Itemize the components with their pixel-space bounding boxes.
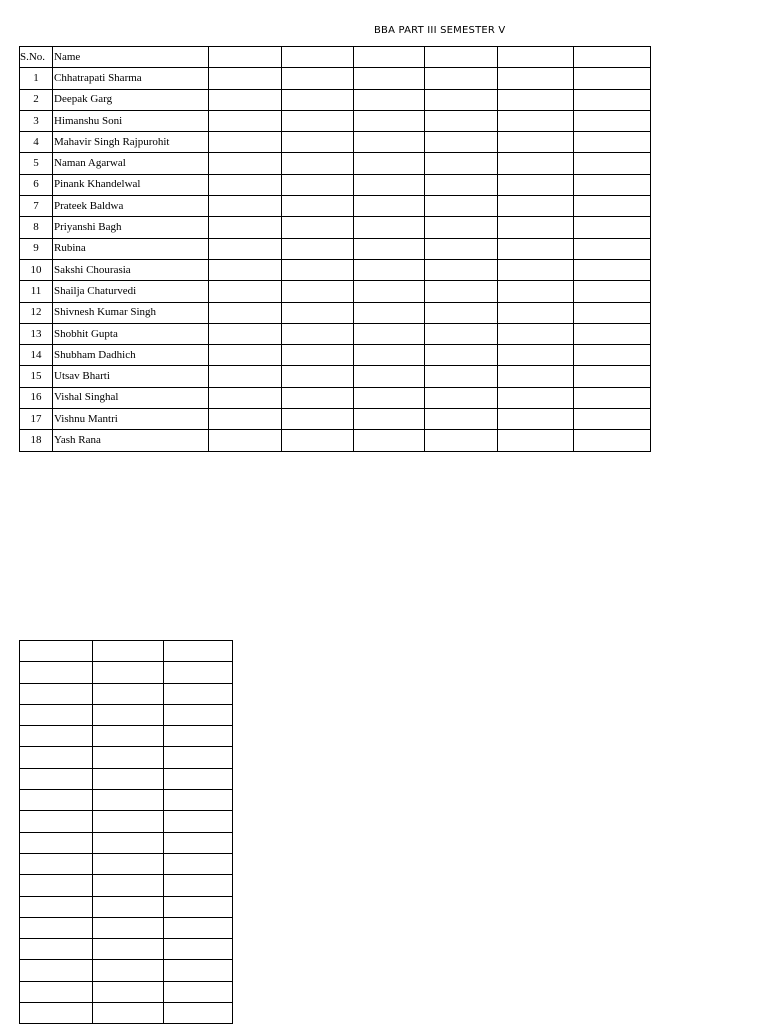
empty-cell[interactable] bbox=[282, 68, 354, 89]
sno-cell[interactable]: 1 bbox=[20, 68, 53, 89]
name-cell[interactable]: Priyanshi Bagh bbox=[53, 217, 209, 238]
empty-cell[interactable] bbox=[425, 153, 498, 174]
name-cell[interactable]: Shubham Dadhich bbox=[53, 345, 209, 366]
empty-cell[interactable] bbox=[209, 153, 282, 174]
empty-cell[interactable] bbox=[498, 259, 574, 280]
table-row bbox=[20, 281, 651, 302]
empty-cell[interactable] bbox=[164, 875, 233, 896]
empty-cell[interactable] bbox=[498, 281, 574, 302]
empty-cell[interactable] bbox=[164, 683, 233, 704]
empty-cell[interactable] bbox=[425, 302, 498, 323]
blank-table-row bbox=[20, 747, 233, 768]
name-cell[interactable]: Shailja Chaturvedi bbox=[53, 281, 209, 302]
empty-cell[interactable] bbox=[354, 366, 425, 387]
empty-cell[interactable] bbox=[209, 302, 282, 323]
empty-cell[interactable] bbox=[498, 366, 574, 387]
empty-cell[interactable] bbox=[164, 1003, 233, 1024]
sno-cell[interactable]: 8 bbox=[20, 217, 53, 238]
empty-cell[interactable] bbox=[354, 323, 425, 344]
empty-cell[interactable] bbox=[93, 832, 164, 853]
empty-cell[interactable] bbox=[20, 896, 93, 917]
empty-cell[interactable] bbox=[282, 409, 354, 430]
empty-cell[interactable] bbox=[282, 430, 354, 451]
empty-cell[interactable] bbox=[20, 747, 93, 768]
blank-table-row bbox=[20, 790, 233, 811]
name-cell[interactable]: Yash Rana bbox=[53, 430, 209, 451]
blank-table-row bbox=[20, 875, 233, 896]
name-cell[interactable]: Chhatrapati Sharma bbox=[53, 68, 209, 89]
empty-cell[interactable] bbox=[209, 174, 282, 195]
roster-table bbox=[19, 46, 651, 452]
empty-cell[interactable] bbox=[498, 153, 574, 174]
empty-cell[interactable] bbox=[498, 430, 574, 451]
name-cell[interactable]: Sakshi Chourasia bbox=[53, 259, 209, 280]
empty-cell[interactable] bbox=[20, 811, 93, 832]
empty-cell[interactable] bbox=[93, 704, 164, 725]
empty-cell[interactable] bbox=[282, 174, 354, 195]
empty-cell[interactable] bbox=[93, 811, 164, 832]
empty-cell[interactable] bbox=[164, 917, 233, 938]
empty-cell[interactable] bbox=[282, 238, 354, 259]
empty-cell[interactable] bbox=[425, 345, 498, 366]
name-cell[interactable]: Himanshu Soni bbox=[53, 110, 209, 131]
empty-cell[interactable] bbox=[164, 981, 233, 1002]
empty-cell[interactable] bbox=[20, 960, 93, 981]
empty-cell[interactable] bbox=[20, 917, 93, 938]
empty-cell[interactable] bbox=[498, 323, 574, 344]
empty-cell[interactable] bbox=[574, 259, 651, 280]
sno-cell[interactable]: 16 bbox=[20, 387, 53, 408]
empty-cell[interactable] bbox=[20, 641, 93, 662]
empty-cell[interactable] bbox=[282, 302, 354, 323]
blank-table-row bbox=[20, 917, 233, 938]
empty-cell[interactable] bbox=[498, 132, 574, 153]
empty-cell[interactable] bbox=[164, 747, 233, 768]
empty-cell[interactable] bbox=[282, 89, 354, 110]
column-header-blank[interactable] bbox=[209, 47, 282, 68]
sno-cell[interactable]: 14 bbox=[20, 345, 53, 366]
empty-cell[interactable] bbox=[574, 132, 651, 153]
sno-cell[interactable]: 17 bbox=[20, 409, 53, 430]
empty-cell[interactable] bbox=[282, 323, 354, 344]
empty-cell[interactable] bbox=[498, 217, 574, 238]
empty-cell[interactable] bbox=[164, 726, 233, 747]
empty-cell[interactable] bbox=[93, 917, 164, 938]
empty-cell[interactable] bbox=[354, 132, 425, 153]
column-header-blank[interactable] bbox=[574, 47, 651, 68]
empty-cell[interactable] bbox=[498, 89, 574, 110]
empty-cell[interactable] bbox=[93, 641, 164, 662]
empty-cell[interactable] bbox=[209, 110, 282, 131]
empty-cell[interactable] bbox=[354, 259, 425, 280]
empty-cell[interactable] bbox=[498, 110, 574, 131]
name-cell[interactable]: Shivnesh Kumar Singh bbox=[53, 302, 209, 323]
empty-cell[interactable] bbox=[498, 238, 574, 259]
sno-cell[interactable]: 7 bbox=[20, 196, 53, 217]
empty-cell[interactable] bbox=[354, 174, 425, 195]
blank-table-row bbox=[20, 683, 233, 704]
empty-cell[interactable] bbox=[354, 281, 425, 302]
empty-cell[interactable] bbox=[425, 259, 498, 280]
sno-cell[interactable]: 15 bbox=[20, 366, 53, 387]
empty-cell[interactable] bbox=[93, 896, 164, 917]
empty-cell[interactable] bbox=[20, 1003, 93, 1024]
table-row bbox=[20, 196, 651, 217]
empty-cell[interactable] bbox=[93, 683, 164, 704]
empty-cell[interactable] bbox=[498, 68, 574, 89]
blank-table-row bbox=[20, 939, 233, 960]
empty-cell[interactable] bbox=[93, 726, 164, 747]
empty-cell[interactable] bbox=[574, 302, 651, 323]
empty-cell[interactable] bbox=[282, 153, 354, 174]
empty-cell[interactable] bbox=[425, 68, 498, 89]
empty-cell[interactable] bbox=[20, 704, 93, 725]
name-cell[interactable]: Naman Agarwal bbox=[53, 153, 209, 174]
column-header-blank[interactable] bbox=[282, 47, 354, 68]
page-title: BBA PART III SEMESTER V bbox=[374, 25, 506, 36]
empty-cell[interactable] bbox=[20, 683, 93, 704]
empty-cell[interactable] bbox=[209, 196, 282, 217]
table-row bbox=[20, 387, 651, 408]
empty-cell[interactable] bbox=[164, 662, 233, 683]
name-cell[interactable]: Vishnu Mantri bbox=[53, 409, 209, 430]
empty-cell[interactable] bbox=[574, 323, 651, 344]
name-cell[interactable]: Mahavir Singh Rajpurohit bbox=[53, 132, 209, 153]
empty-cell[interactable] bbox=[425, 174, 498, 195]
blank-table-row bbox=[20, 896, 233, 917]
empty-cell[interactable] bbox=[354, 153, 425, 174]
empty-cell[interactable] bbox=[20, 853, 93, 874]
empty-cell[interactable] bbox=[282, 366, 354, 387]
column-header-name[interactable]: Name bbox=[53, 47, 209, 68]
empty-cell[interactable] bbox=[164, 853, 233, 874]
empty-cell[interactable] bbox=[164, 939, 233, 960]
blank-table-row bbox=[20, 704, 233, 725]
empty-cell[interactable] bbox=[209, 323, 282, 344]
empty-cell[interactable] bbox=[574, 430, 651, 451]
empty-cell[interactable] bbox=[93, 1003, 164, 1024]
blank-table-row bbox=[20, 853, 233, 874]
empty-cell[interactable] bbox=[93, 981, 164, 1002]
empty-cell[interactable] bbox=[425, 89, 498, 110]
empty-cell[interactable] bbox=[209, 217, 282, 238]
blank-table-row bbox=[20, 641, 233, 662]
empty-cell[interactable] bbox=[425, 366, 498, 387]
empty-cell[interactable] bbox=[209, 281, 282, 302]
empty-cell[interactable] bbox=[425, 110, 498, 131]
empty-cell[interactable] bbox=[20, 939, 93, 960]
empty-cell[interactable] bbox=[574, 281, 651, 302]
empty-cell[interactable] bbox=[209, 259, 282, 280]
table-row bbox=[20, 430, 651, 451]
column-header-blank[interactable] bbox=[498, 47, 574, 68]
empty-cell[interactable] bbox=[354, 89, 425, 110]
empty-cell[interactable] bbox=[93, 790, 164, 811]
empty-cell[interactable] bbox=[574, 89, 651, 110]
empty-cell[interactable] bbox=[498, 174, 574, 195]
sno-cell[interactable]: 6 bbox=[20, 174, 53, 195]
empty-cell[interactable] bbox=[425, 430, 498, 451]
empty-cell[interactable] bbox=[209, 238, 282, 259]
empty-cell[interactable] bbox=[498, 196, 574, 217]
empty-cell[interactable] bbox=[425, 323, 498, 344]
empty-cell[interactable] bbox=[164, 896, 233, 917]
empty-cell[interactable] bbox=[574, 110, 651, 131]
sno-cell[interactable]: 9 bbox=[20, 238, 53, 259]
table-row bbox=[20, 110, 651, 131]
empty-cell[interactable] bbox=[164, 790, 233, 811]
table-row bbox=[20, 89, 651, 110]
name-cell[interactable]: Rubina bbox=[53, 238, 209, 259]
empty-cell[interactable] bbox=[282, 259, 354, 280]
empty-cell[interactable] bbox=[282, 281, 354, 302]
name-cell[interactable]: Utsav Bharti bbox=[53, 366, 209, 387]
blank-grid-table bbox=[19, 640, 233, 1024]
empty-cell[interactable] bbox=[574, 409, 651, 430]
empty-cell[interactable] bbox=[574, 366, 651, 387]
name-cell[interactable]: Vishal Singhal bbox=[53, 387, 209, 408]
empty-cell[interactable] bbox=[354, 409, 425, 430]
blank-table-row bbox=[20, 832, 233, 853]
empty-cell[interactable] bbox=[20, 875, 93, 896]
empty-cell[interactable] bbox=[282, 345, 354, 366]
blank-table-row bbox=[20, 1003, 233, 1024]
empty-cell[interactable] bbox=[164, 811, 233, 832]
empty-cell[interactable] bbox=[282, 196, 354, 217]
empty-cell[interactable] bbox=[498, 345, 574, 366]
table-row bbox=[20, 345, 651, 366]
empty-cell[interactable] bbox=[354, 387, 425, 408]
empty-cell[interactable] bbox=[574, 174, 651, 195]
blank-table-row bbox=[20, 662, 233, 683]
empty-cell[interactable] bbox=[93, 853, 164, 874]
empty-cell[interactable] bbox=[93, 939, 164, 960]
empty-cell[interactable] bbox=[354, 430, 425, 451]
empty-cell[interactable] bbox=[164, 641, 233, 662]
empty-cell[interactable] bbox=[164, 704, 233, 725]
table-row bbox=[20, 153, 651, 174]
table-row bbox=[20, 409, 651, 430]
sno-cell[interactable]: 3 bbox=[20, 110, 53, 131]
empty-cell[interactable] bbox=[354, 345, 425, 366]
empty-cell[interactable] bbox=[354, 196, 425, 217]
table-header-row bbox=[20, 47, 651, 68]
table-row bbox=[20, 68, 651, 89]
sno-cell[interactable]: 10 bbox=[20, 259, 53, 280]
empty-cell[interactable] bbox=[282, 132, 354, 153]
empty-cell[interactable] bbox=[209, 430, 282, 451]
empty-cell[interactable] bbox=[425, 281, 498, 302]
table-row bbox=[20, 132, 651, 153]
empty-cell[interactable] bbox=[20, 981, 93, 1002]
empty-cell[interactable] bbox=[209, 387, 282, 408]
table-row bbox=[20, 238, 651, 259]
empty-cell[interactable] bbox=[574, 217, 651, 238]
empty-cell[interactable] bbox=[209, 366, 282, 387]
empty-cell[interactable] bbox=[574, 387, 651, 408]
table-row bbox=[20, 174, 651, 195]
empty-cell[interactable] bbox=[93, 768, 164, 789]
column-header-blank[interactable] bbox=[425, 47, 498, 68]
empty-cell[interactable] bbox=[20, 768, 93, 789]
empty-cell[interactable] bbox=[574, 238, 651, 259]
empty-cell[interactable] bbox=[164, 768, 233, 789]
name-cell[interactable]: Deepak Garg bbox=[53, 89, 209, 110]
sno-cell[interactable]: 2 bbox=[20, 89, 53, 110]
empty-cell[interactable] bbox=[164, 960, 233, 981]
empty-cell[interactable] bbox=[20, 832, 93, 853]
empty-cell[interactable] bbox=[574, 68, 651, 89]
empty-cell[interactable] bbox=[93, 875, 164, 896]
empty-cell[interactable] bbox=[425, 196, 498, 217]
empty-cell[interactable] bbox=[282, 110, 354, 131]
sno-cell[interactable]: 13 bbox=[20, 323, 53, 344]
table-row bbox=[20, 259, 651, 280]
empty-cell[interactable] bbox=[354, 110, 425, 131]
empty-cell[interactable] bbox=[209, 89, 282, 110]
blank-table-row bbox=[20, 811, 233, 832]
table-row bbox=[20, 302, 651, 323]
empty-cell[interactable] bbox=[498, 387, 574, 408]
empty-cell[interactable] bbox=[354, 68, 425, 89]
empty-cell[interactable] bbox=[425, 409, 498, 430]
empty-cell[interactable] bbox=[354, 217, 425, 238]
empty-cell[interactable] bbox=[164, 832, 233, 853]
empty-cell[interactable] bbox=[354, 238, 425, 259]
name-cell[interactable]: Prateek Baldwa bbox=[53, 196, 209, 217]
column-header-sno[interactable]: S.No. bbox=[20, 47, 53, 68]
name-cell[interactable]: Pinank Khandelwal bbox=[53, 174, 209, 195]
empty-cell[interactable] bbox=[425, 217, 498, 238]
empty-cell[interactable] bbox=[425, 238, 498, 259]
name-cell[interactable]: Shobhit Gupta bbox=[53, 323, 209, 344]
table-row bbox=[20, 217, 651, 238]
table-row bbox=[20, 323, 651, 344]
empty-cell[interactable] bbox=[282, 387, 354, 408]
empty-cell[interactable] bbox=[20, 726, 93, 747]
blank-table-row bbox=[20, 981, 233, 1002]
sno-cell[interactable]: 18 bbox=[20, 430, 53, 451]
empty-cell[interactable] bbox=[574, 153, 651, 174]
empty-cell[interactable] bbox=[209, 409, 282, 430]
empty-cell[interactable] bbox=[574, 196, 651, 217]
blank-table-row bbox=[20, 726, 233, 747]
column-header-blank[interactable] bbox=[354, 47, 425, 68]
blank-table-row bbox=[20, 960, 233, 981]
empty-cell[interactable] bbox=[209, 68, 282, 89]
empty-cell[interactable] bbox=[20, 662, 93, 683]
empty-cell[interactable] bbox=[209, 345, 282, 366]
empty-cell[interactable] bbox=[498, 302, 574, 323]
sno-cell[interactable]: 4 bbox=[20, 132, 53, 153]
sno-cell[interactable]: 11 bbox=[20, 281, 53, 302]
sno-cell[interactable]: 12 bbox=[20, 302, 53, 323]
empty-cell[interactable] bbox=[93, 662, 164, 683]
empty-cell[interactable] bbox=[574, 345, 651, 366]
empty-cell[interactable] bbox=[93, 960, 164, 981]
empty-cell[interactable] bbox=[354, 302, 425, 323]
empty-cell[interactable] bbox=[209, 132, 282, 153]
empty-cell[interactable] bbox=[93, 747, 164, 768]
sno-cell[interactable]: 5 bbox=[20, 153, 53, 174]
empty-cell[interactable] bbox=[20, 790, 93, 811]
blank-table-row bbox=[20, 768, 233, 789]
empty-cell[interactable] bbox=[282, 217, 354, 238]
table-row bbox=[20, 366, 651, 387]
empty-cell[interactable] bbox=[425, 387, 498, 408]
empty-cell[interactable] bbox=[425, 132, 498, 153]
empty-cell[interactable] bbox=[498, 409, 574, 430]
